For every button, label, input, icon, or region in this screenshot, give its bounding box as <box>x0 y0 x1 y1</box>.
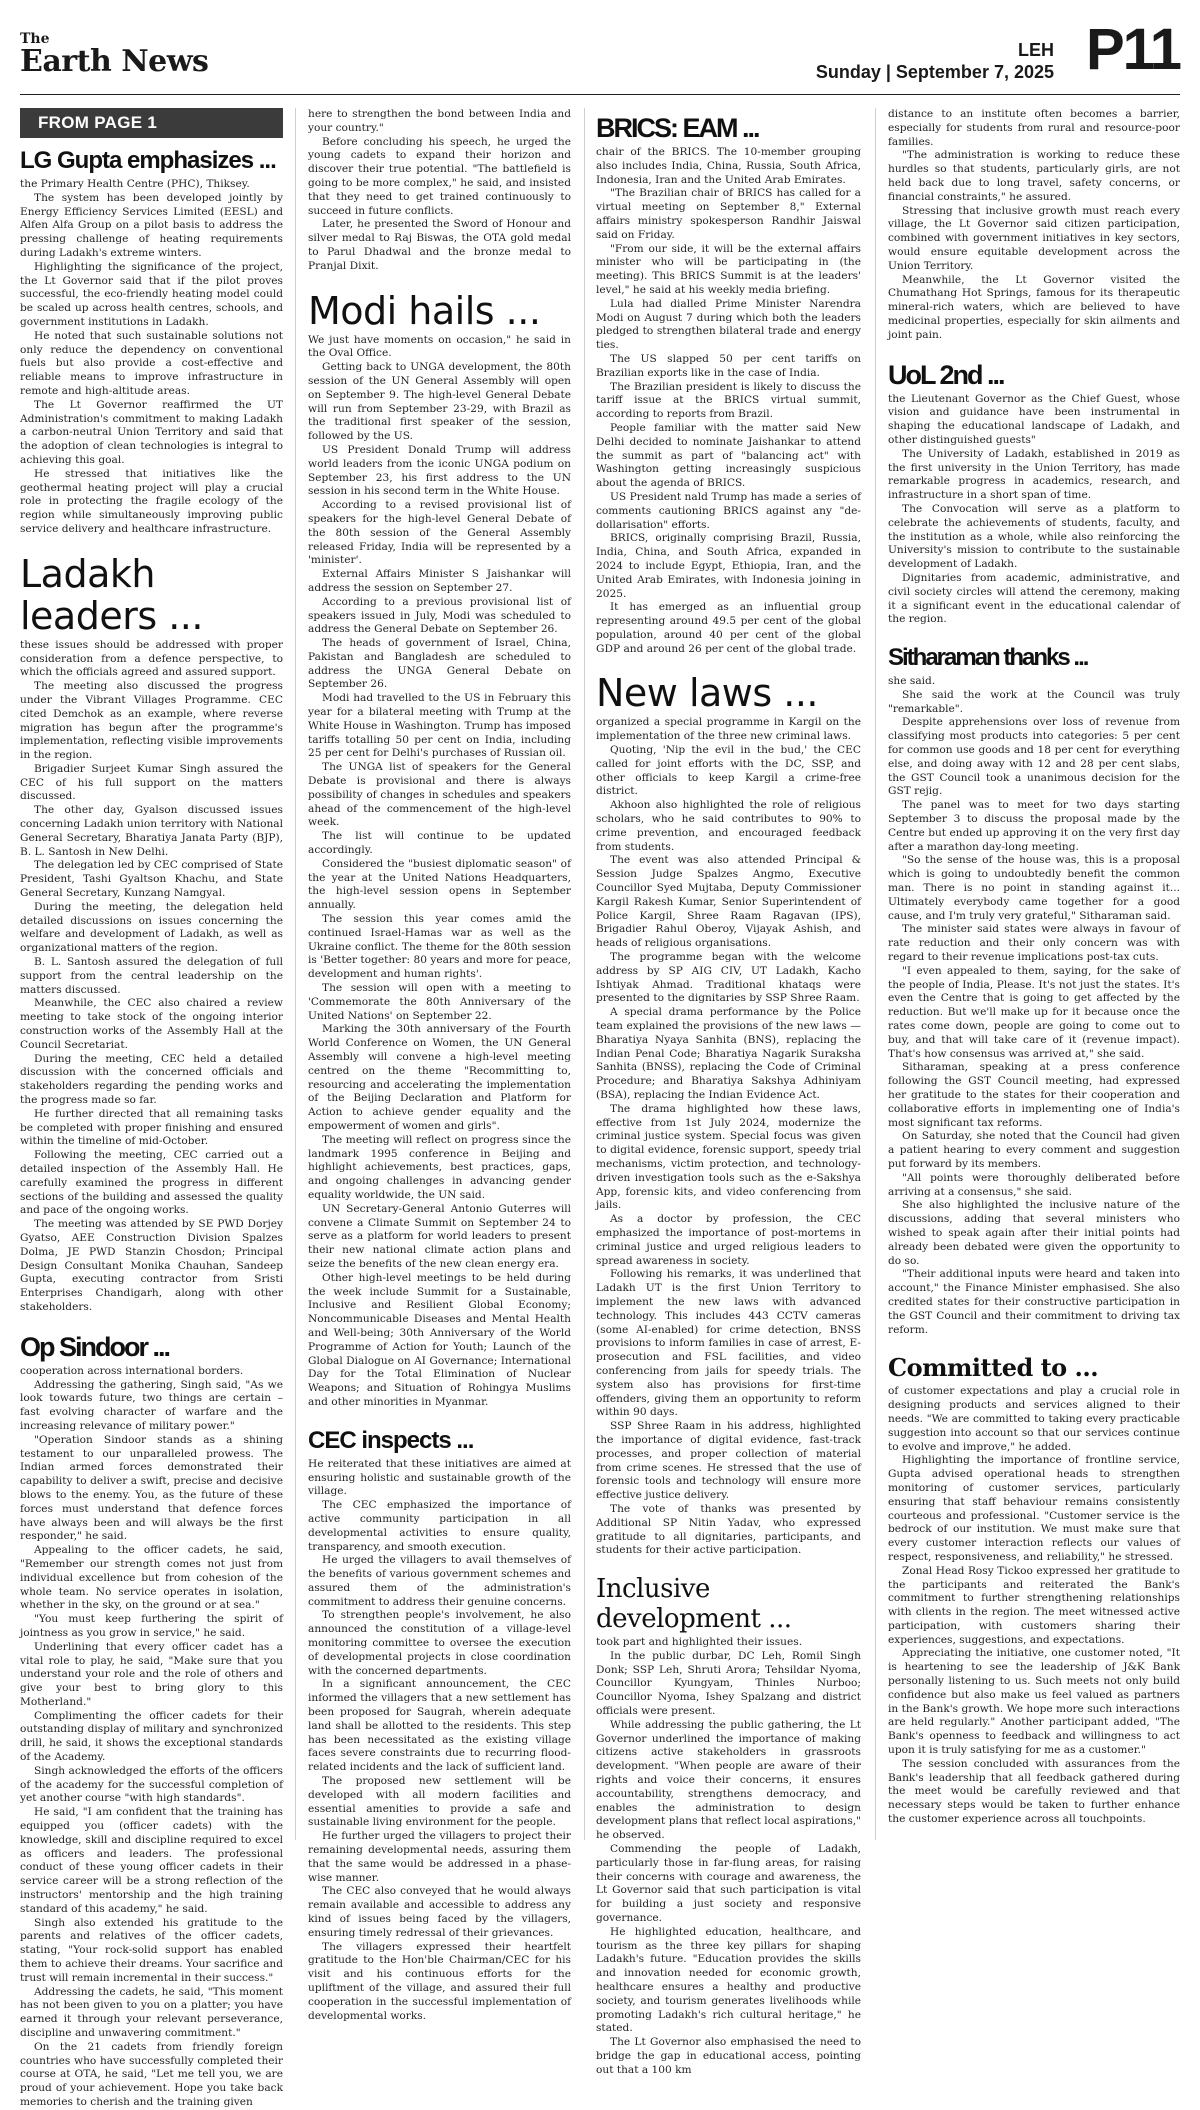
body-paragraph: The session concluded with assurances from the Bank's leadership that all feedback gathered during the meet would be carefully reviewed and that necessary steps would be taken to further enhance the customer experience across all touchpoints. <box>888 1757 1180 1826</box>
story-lg-gupta <box>20 146 283 537</box>
body-paragraph: Sitharaman, speaking at a press conference following the GST Council meeting, had expressed her gratitude to the states for their cooperation and collaborative efforts in implementing one of India's most significant tax reforms. <box>888 1061 1180 1129</box>
body-paragraph: The panel was to meet for two days starting September 3 to discuss the proposal made by the Centre but ended up approving it on the very first day after a marathon day-long meeting. <box>888 799 1180 853</box>
body-paragraph: Addressing the gathering, Singh said, "As we look towards future, two things are certain – fast evolving character of warfare and the increasing relevance of military power." <box>20 1378 283 1432</box>
story-op-sindoor <box>20 1331 283 2110</box>
body-paragraph: The Convocation will serve as a platform to celebrate the achievements of students, faculty, and the institution as a whole, while also reinforcing the University's mission to contribute to the sustainable development of Ladakh. <box>888 502 1180 571</box>
headline: Op Sindoor ... <box>20 1331 169 1362</box>
edition-date: Sunday | September 7, 2025 <box>815 62 1054 82</box>
body-paragraph: The University of Ladakh, established in 2019 as the first university in the Union Territory, has made remarkable progress in academics, research, and infrastructure in a short span of time. <box>888 447 1180 502</box>
body-paragraph: these issues should be addressed with proper consideration from a defence perspective, to which the officials agreed and assured support. <box>20 638 283 679</box>
body-paragraph: "The administration is working to reduce these hurdles so that students, particularly girls, are not held back due to long travel, safety concerns, or financial constraints," he assured. <box>888 149 1180 203</box>
page-number: P11 <box>1086 17 1180 82</box>
body-paragraph: The Brazilian president is likely to discuss the tariff issue at the BRICS virtual summit, according to reports from Brazil. <box>596 380 861 421</box>
body-paragraph: As a doctor by profession, the CEC emphasized the importance of post-mortems in criminal justice and urged religious leaders to spread awareness in society. <box>596 1213 861 1267</box>
body-paragraph: Brigadier Surjeet Kumar Singh assured the CEC of his full support on the matters discussed. <box>20 762 283 803</box>
body-paragraph: The session this year comes amid the continued Israel-Hamas war as well as the Ukraine conflict. The theme for the 80th session is 'Better together: 80 years and more for peace, development and human rights'. <box>308 913 571 981</box>
story-brics <box>596 112 861 656</box>
body-paragraph: The event was also attended Principal & Session Judge Spalzes Angmo, Executive Councillor Syed Mujtaba, Deputy Commissioner Kargil Rakesh Kumar, Senior Superintendent of Police Kargil, Shree Raam Ragavan (IPS), Brigadier Rahul Oberoy, Vijayak Ashish, and heads of religious organisations. <box>596 854 861 950</box>
masthead-rule <box>20 94 1180 95</box>
body-paragraph: While addressing the public gathering, the Lt Governor underlined the importance of making citizens active stakeholders in grassroots development. "When people are aware of their rights and voice their concerns, it ensures accountability, strengthens democracy, and enables the administration to design development plans that reflect local aspirations," he observed. <box>596 1718 861 1842</box>
body-paragraph: of customer expectations and play a crucial role in designing products and services aligned to their needs. "We are committed to taking every practicable suggestion into account so that our services continue to evolve and improve," he added. <box>888 1385 1180 1453</box>
body-paragraph: "I even appealed to them, saying, for the sake of the people of India, Please. It's not just the states. It's even the Centre that is going to get affected by the reduction. But we'll make up for it because once the rates come down, people are going to come out to buy, and that will take care of it (revenue impact). That's how consensus was arrived at," she said. <box>888 964 1180 1060</box>
body-paragraph: We just have moments on occasion," he said in the Oval Office. <box>308 333 571 360</box>
column-2 <box>308 108 571 2022</box>
story-op-sindoor-continued <box>308 108 571 274</box>
body-paragraph: She also highlighted the inclusive nature of the discussions, adding that several ministers who wished to speak again after their initial points had already been debated were given the opportunity to do so. <box>888 1199 1180 1267</box>
body-paragraph: The drama highlighted how these laws, effective from 1st July 2024, modernize the criminal justice system. Special focus was given to digital evidence, forensic support, speedy trial mechanisms, victim protection, and technology-driven investigation tools such as the e-Sakshya App, forensic kits, and video conferencing from jails. <box>596 1102 861 1212</box>
body-paragraph: cooperation across international borders. <box>20 1364 244 1377</box>
body-paragraph: The villagers expressed their heartfelt gratitude to the Hon'ble Chairman/CEC for his visit and his continuous efforts for the upliftment of the village, and assured their full cooperation in the successful implementation of developmental works. <box>308 1940 571 2022</box>
story-ladakh-leaders <box>20 553 283 1315</box>
body-paragraph: Underlining that every officer cadet has a vital role to play, he said, "Make sure that you understand your role and the role of others and give your best to bring glory to this Motherland." <box>20 1640 283 1708</box>
headline: UoL 2nd ... <box>888 359 1004 390</box>
body-paragraph: The Lt Governor reaffirmed the UT Administration's commitment to making Ladakh a carbon-neutral Union Territory and said that the adoption of clean technologies is integral to achieving this goal. <box>20 398 283 466</box>
body-paragraph: He further directed that all remaining tasks be completed with proper finishing and ensured within the timeline of mid-October. <box>20 1107 283 1148</box>
body-paragraph: He reiterated that these initiatives are aimed at ensuring holistic and sustainable growth of the village. <box>308 1457 571 1498</box>
body-paragraph: People familiar with the matter said New Delhi decided to nominate Jaishankar to attend the summit as part of "balancing act" with Washington getting increasingly suspicious about the agenda of BRICS. <box>596 421 861 490</box>
column-divider <box>584 108 585 1840</box>
column-divider <box>875 108 876 1840</box>
body-paragraph: According to a previous provisional list of speakers issued in July, Modi was scheduled to address the General Debate on September 26. <box>308 595 571 636</box>
body-paragraph: Commending the people of Ladakh, particularly those in far-flung areas, for raising their concerns with courage and awareness, the Lt Governor said that such participation is vital for building a just society and responsive governance. <box>596 1843 861 1925</box>
body-paragraph: took part and highlighted their issues. <box>596 1636 803 1649</box>
body-paragraph: Quoting, 'Nip the evil in the bud,' the CEC called for joint efforts with the DC, SSP, and other officials to keep Kargil a crime-free district. <box>596 744 861 798</box>
section-label: FROM PAGE 1 <box>20 108 283 138</box>
body-paragraph: A special drama performance by the Police team explained the provisions of the new laws — Bharatiya Nyaya Sanhita (BNS), replacing the Indian Penal Code; Bharatiya Nagarik Suraksha Sanhita (BNSS), replacing the Code of Criminal Procedure; and Bharatiya Sakshya Adhiniyam (BSA), replacing the Indian Evidence Act. <box>596 1006 861 1101</box>
body-paragraph: "Operation Sindoor stands as a shining testament to our unparalleled prowess. The Indian armed forces demonstrated their capability to deliver a swift, precise and decisive blows to the enemy. You, as the future of these forces must understand that defence forces have always been and will always be the first responder," he said. <box>20 1433 283 1543</box>
body-paragraph: organized a special programme in Kargil on the implementation of the three new criminal laws. <box>596 716 861 743</box>
body-paragraph: Following his remarks, it was underlined that Ladakh UT is the first Union Territory to implement the new laws with advanced technology. This includes 443 CCTV cameras (some AI-enabled) for crime detection, BNSS provisions to inform families in case of arrest, E-prosecution and FSL facilities, and video conferencing from jails for speedy trials. The system also has provisions for first-time offenders, giving them an opportunity to reform within 90 days. <box>596 1268 861 1419</box>
headline: Ladakh leaders ... <box>20 551 203 638</box>
body-paragraph: Lula had dialled Prime Minister Narendra Modi on August 7 during which both the leaders pledged to strengthen bilateral trade and energy ties. <box>596 297 861 352</box>
body-paragraph: The CEC also conveyed that he would always remain available and accessible to address any kind of issues being faced by the villagers, ensuring timely redressal of their grievances. <box>308 1885 571 1939</box>
body-paragraph: Later, he presented the Sword of Honour and silver medal to Raj Biswas, the OTA gold medal to Parul Dhadwal and the bronze medal to Pranjal Dixit. <box>308 218 571 272</box>
body-paragraph: BRICS, originally comprising Brazil, Russia, India, China, and South Africa, expanded in 2024 to include Egypt, Ethiopia, Iran, and the United Arab Emirates, with Indonesia joining in 2025. <box>596 532 861 600</box>
headline: Sitharaman thanks ... <box>888 644 1088 672</box>
body-paragraph: "From our side, it will be the external affairs minister who will be participating in (the meeting). This BRICS Summit is at the leaders' level," he said at his weekly media briefing. <box>596 242 861 296</box>
body-paragraph: Despite apprehensions over loss of revenue from classifying most products into categories: 5 per cent for common use goods and 18 per cent for everything else, and doing away with 12 and 28 per cent slabs, the GST Council took a unanimous decision for the GST rejig. <box>888 716 1180 798</box>
headline: CEC inspects ... <box>308 1426 474 1454</box>
body-paragraph: Akhoon also highlighted the role of religious scholars, who he said contributes to 90% to crime prevention, and encouraged feedback from students. <box>596 799 861 853</box>
edition-city: LEH <box>1018 40 1054 60</box>
body-paragraph: According to a revised provisional list of speakers for the high-level General Debate of the 80th session of the General Assembly released Friday, India will be represented by a 'minister'. <box>308 499 571 567</box>
body-paragraph: During the meeting, CEC held a detailed discussion with the concerned officials and stakeholders regarding the pending works and the progress made so far. <box>20 1052 283 1107</box>
body-paragraph: He further urged the villagers to project their remaining developmental needs, assuring them that the same would be addressed in a phase-wise manner. <box>308 1830 571 1884</box>
body-paragraph: Singh acknowledged the efforts of the officers of the academy for the successful completion of yet another course "with high standards". <box>20 1764 283 1805</box>
body-paragraph: The meeting will reflect on progress since the landmark 1995 conference in Beijing and highlight achievements, best practices, gaps, and ongoing challenges in advancing gender equality worldwide, the UN said. <box>308 1133 571 1201</box>
body-paragraph: US President nald Trump has made a series of comments cautioning BRICS against any "de-dollarisation" efforts. <box>596 490 861 531</box>
body-paragraph: He highlighted education, healthcare, and tourism as the three key pillars for shaping Ladakh's future. "Education provides the skills and innovation needed for economic growth, healthcare ensures a healthy and productive society, and tourism generates livelihoods while promoting Ladakh's rich cultural heritage," he stated. <box>596 1925 861 2035</box>
body-paragraph: Addressing the cadets, he said, "This moment has not been given to you on a platter; you have earned it through your relevant perseverance, discipline and unwavering commitment." <box>20 1985 283 2040</box>
body-paragraph: Appreciating the initiative, one customer noted, "It is heartening to see the leadership of J&K Bank personally listening to us. Such meets not only build confidence but also make us feel valued as partners in the Bank's growth. We hope more such interactions are held regularly." Another participant added, "The Bank's openness to feedback and willingness to act upon it is truly satisfying for me as a customer." <box>888 1647 1180 1757</box>
body-paragraph: US President Donald Trump will address world leaders from the iconic UNGA podium on September 23, his first address to the UN session in his second term in the White House. <box>308 443 571 498</box>
body-paragraph: The CEC emphasized the importance of active community participation in all developmental activities to ensure quality, transparency, and smooth execution. <box>308 1499 571 1553</box>
body-paragraph: Stressing that inclusive growth must reach every village, the Lt Governor said citizen participation, combined with government initiatives in key sectors, would ensure equitable development across the Union Territory. <box>888 204 1180 272</box>
body-paragraph: The delegation led by CEC comprised of State President, Tashi Gyaltson Khachu, and State General Secretary, Kunzang Namgyal. <box>20 859 283 900</box>
body-paragraph: The programme began with the welcome address by SP AIG CIV, UT Ladakh, Kacho Ishtiyak Ahmad. Traditional khataqs were presented to the dignitaries by SSP Shree Raam. <box>596 951 861 1005</box>
body-paragraph: In the public durbar, DC Leh, Romil Singh Donk; SSP Leh, Shruti Arora; Tehsildar Nyoma, Councillor Kyungyam, Thinles Nurboo; Councillor Nyoma, Ishey Spalzang and district officials were present. <box>596 1649 861 1718</box>
body-paragraph: here to strengthen the bond between India and your country." <box>308 108 571 134</box>
body-paragraph: Highlighting the importance of frontline service, Gupta advised operational heads to strengthen monitoring of customer services, particularly ensuring that staff behaviour remains consistently courteous and professional. "Customer service is the bedrock of our institution. We must make sure that every customer interaction reflects our values of respect, responsiveness, and reliability," he stressed. <box>888 1454 1180 1563</box>
body-paragraph: In a significant announcement, the CEC informed the villagers that a new settlement has been proposed for Saugrah, wherein adequate land shall be allotted to the residents. This step has been necessitated as the existing village faces severe constraints due to recurring flood-related incidents and the lack of sufficient land. <box>308 1678 571 1774</box>
body-paragraph: Complimenting the officer cadets for their outstanding display of military and synchronized drill, he said, it shows the exceptional standards of the Academy. <box>20 1709 283 1764</box>
body-paragraph: The US slapped 50 per cent tariffs on Brazilian exports like in the case of India. <box>596 352 861 379</box>
body-paragraph: Getting back to UNGA development, the 80th session of the UN General Assembly will open on September 9. The high-level General Debate will run from September 23-29, with Brazil as the traditional first speaker of the session, followed by the US. <box>308 361 571 443</box>
body-paragraph: "Their additional inputs were heard and taken into account," the Finance Minister emphasised. She also credited states for their constructive participation in the GST Council and their commitment to driving tax reform. <box>888 1268 1180 1336</box>
column-4 <box>888 108 1180 1840</box>
headline: BRICS: EAM ... <box>596 113 759 143</box>
body-paragraph: It has emerged as an influential group representing around 49.5 per cent of the global population, around 40 per cent of the global GDP and around 26 per cent of the global trade. <box>596 601 861 655</box>
body-paragraph: Modi had travelled to the US in February this year for a bilateral meeting with Trump at the White House in Washington. Trump has imposed tariffs totalling 50 per cent on India, including 25 per cent for Delhi's purchases of Russian oil. <box>308 692 571 760</box>
body-paragraph: He urged the villagers to avail themselves of the benefits of various government schemes and assured them of the administration's commitment to address their genuine concerns. <box>308 1554 571 1608</box>
body-paragraph: The vote of thanks was presented by Additional SP Nitin Yadav, who expressed gratitude to all dignitaries, participants, and students for their active participation. <box>596 1502 861 1557</box>
body-paragraph: UN Secretary-General Antonio Guterres will convene a Climate Summit on September 24 to serve as a platform for world leaders to present their new national climate action plans and seize the benefits of the new clean energy era. <box>308 1202 571 1270</box>
story-cec-inspects <box>308 1426 571 2024</box>
body-paragraph: "All points were thoroughly deliberated before arriving at a consensus," she said. <box>888 1171 1180 1198</box>
story-inclusive-development <box>596 1574 861 2078</box>
body-paragraph: The system has been developed jointly by Energy Efficiency Services Limited (EESL) and Alfen Alfa Group on a pilot basis to address the pressing challenge of heating requirements during Ladakh's extreme winters. <box>20 191 283 259</box>
story-uol-2nd <box>888 359 1180 628</box>
body-paragraph: Following the meeting, CEC carried out a detailed inspection of the Assembly Hall. He carefully examined the progress in different sections of the building and assessed the quality and pace of the ongoing works. <box>20 1149 283 1217</box>
headline: Modi hails ... <box>308 288 541 333</box>
body-paragraph: Zonal Head Rosy Tickoo expressed her gratitude to the participants and reiterated the Bank's commitment to further strengthening relationships with clients in the region. The meet witnessed active participation, with customers sharing their experiences, suggestions, and expectations. <box>888 1564 1180 1646</box>
body-paragraph: B. L. Santosh assured the delegation of full support from the central leadership on the matters discussed. <box>20 956 283 996</box>
column-1 <box>20 108 283 2108</box>
body-paragraph: Considered the "busiest diplomatic season" of the year at the United Nations Headquarters, the high-level session opens in September annually. <box>308 857 571 912</box>
body-paragraph: Highlighting the significance of the project, the Lt Governor said that if the pilot proves successful, the eco-friendly heating model could be scaled up across health centres, schools, and government institutions in Ladakh. <box>20 260 283 328</box>
headline: LG Gupta emphasizes ... <box>20 147 276 174</box>
story-modi-hails <box>308 290 571 1410</box>
body-paragraph: The session will open with a meeting to 'Commemorate the 80th Anniversary of the United Nations' on September 22. <box>308 982 571 1022</box>
body-paragraph: "The Brazilian chair of BRICS has called for a virtual meeting on September 8," External affairs ministry spokesperson Randhir Jaiswal said on Friday. <box>596 187 861 241</box>
story-inclusive-continued <box>888 108 1180 343</box>
body-paragraph: He stressed that initiatives like the geothermal heating project will play a crucial role in protecting the fragile ecology of the region while simultaneously improving public service delivery and healthcare infrastructure. <box>20 467 283 535</box>
body-paragraph: Before concluding his speech, he urged the young cadets to expand their horizon and discover their true potential. "The battlefield is going to be more complex," he said, and insisted that they need to get trained continuously to succeed in future conflicts. <box>308 135 571 217</box>
body-paragraph: The meeting also discussed the progress under the Vibrant Villages Programme. CEC cited Demchok as an example, where reverse migration has begun after the programme's implementation, reflecting visible improvements in the region. <box>20 680 283 762</box>
body-paragraph: chair of the BRICS. The 10-member grouping also includes India, China, Russia, South Africa, Indonesia, Iran and the United Arab Emirates. <box>596 146 861 186</box>
body-paragraph: During the meeting, the delegation held detailed discussions on issues concerning the welfare and development of Ladakh, as well as organizational matters of the region. <box>20 900 283 955</box>
story-sitharaman-thanks <box>888 643 1180 1337</box>
headline: Inclusive development ... <box>596 1574 792 1635</box>
body-paragraph: Appealing to the officer cadets, he said, "Remember our strength comes not just from individual excellence but from cohesion of the whole team. No service operates in isolation, whether in the sky, on the ground or at sea." <box>20 1544 283 1612</box>
story-new-laws <box>596 672 861 1558</box>
body-paragraph: The UNGA list of speakers for the General Debate is provisional and there is always possibility of changes in schedules and speakers ahead of the commencement of the high-level week. <box>308 761 571 829</box>
body-paragraph: the Primary Health Centre (PHC), Thiksey. <box>20 178 250 190</box>
body-paragraph: To strengthen people's involvement, he also announced the constitution of a village-level monitoring committee to oversee the execution of developmental projects in close coordination with the concerned departments. <box>308 1609 571 1677</box>
body-paragraph: The list will continue to be updated accordingly. <box>308 830 571 857</box>
body-paragraph: On Saturday, she noted that the Council had given a patient hearing to every comment and suggestion put forward by its members. <box>888 1130 1180 1170</box>
body-paragraph: The Lt Governor also emphasised the need to bridge the gap in educational access, pointing out that a 100 km <box>596 2036 861 2076</box>
body-paragraph: The minister said states were always in favour of rate reduction and their only concern was with regard to their revenue implications post-tax cuts. <box>888 923 1180 964</box>
body-paragraph: Dignitaries from academic, administrative, and civil society circles will attend the ceremony, making it a significant event in the educational calendar of the region. <box>888 571 1180 626</box>
masthead <box>0 0 1200 96</box>
masthead-the: The <box>20 31 50 47</box>
body-paragraph: SSP Shree Raam in his address, highlighted the importance of digital evidence, fast-track processes, and proper collection of material from crime scenes. He stressed that the use of forensic tools and technology will ensure more effective justice delivery. <box>596 1420 861 1502</box>
body-paragraph: The other day, Gyalson discussed issues concerning Ladakh union territory with National General Secretary, Bharatiya Janata Party (BJP), B. L. Santosh in New Delhi. <box>20 804 283 858</box>
body-paragraph: She said the work at the Council was truly "remarkable". <box>888 688 1180 715</box>
body-paragraph: "You must keep furthering the spirit of jointness as you grow in service," he said. <box>20 1613 283 1639</box>
body-paragraph: Singh also extended his gratitude to the parents and relatives of the officer cadets, stating, "Your rock-solid support has enabled them to achieve their dreams. Your sacrifice and trust will remain incremental in their success." <box>20 1916 283 1984</box>
body-paragraph: On the 21 cadets from friendly foreign countries who have successfully completed their course at OTA, he said, "Let me tell you, we are proud of your achievement. Hope you take back memories to cherish and the training given <box>20 2040 283 2108</box>
body-paragraph: Marking the 30th anniversary of the Fourth World Conference on Women, the UN General Assembly will convene a high-level meeting centred on the theme "Recommitting to, resourcing and accelerating the implementation of the Beijing Declaration and Platform for Action to achieve gender equality and the empowerment of women and girls". <box>308 1023 571 1132</box>
headline: Committed to ... <box>888 1353 1099 1383</box>
body-paragraph: The heads of government of Israel, China, Pakistan and Bangladesh are scheduled to address the UNGA General Debate on September 26. <box>308 637 571 691</box>
body-paragraph: Other high-level meetings to be held during the week include Summit for a Sustainable, Inclusive and Resilient Global Economy; Noncommunicable Diseases and Mental Health and Well-being; 30th Anniversary of the World Programme of Action for Youth; Launch of the Global Dialogue on AI Governance; International Day for the Total Elimination of Nuclear Weapons; and Situation of Rohingya Muslims and other minorities in Myanmar. <box>308 1271 571 1408</box>
column-3 <box>596 108 861 2076</box>
body-paragraph: the Lieutenant Governor as the Chief Guest, whose vision and guidance have been instrumental in shaping the educational landscape of Ladakh, and other distinguished guests" <box>888 392 1180 446</box>
body-paragraph: He said, "I am confident that the training has equipped you (officer cadets) with the knowledge, skill and discipline required to excel as officers and leaders. The professional conduct of these young officer cadets in their service career will be a strong reflection of the instructors' mentorship and the high training standard of this academy," he said. <box>20 1806 283 1915</box>
column-divider <box>295 108 296 1840</box>
body-paragraph: distance to an institute often becomes a barrier, especially for students from rural and resource-poor families. <box>888 108 1180 148</box>
body-paragraph: External Affairs Minister S Jaishankar will address the session on September 27. <box>308 568 571 594</box>
headline: New laws ... <box>596 671 818 716</box>
body-paragraph: she said. <box>888 675 936 688</box>
body-paragraph: "So the sense of the house was, this is a proposal which is going to undoubtedly benefit the common man. There is no point in standing against it... Ultimately everybody came together for a good cause, and I'm truly very grateful," Sitharaman said. <box>888 854 1180 922</box>
newspaper-name: Earth News <box>20 44 209 79</box>
body-paragraph: The proposed new settlement will be developed with all modern facilities and essential amenities to provide a safe and sustainable living environment for the people. <box>308 1775 571 1829</box>
story-committed-to <box>888 1353 1180 1827</box>
body-paragraph: Meanwhile, the CEC also chaired a review meeting to take stock of the ongoing interior construction works of the Assembly Hall at the Council Secretariat. <box>20 997 283 1051</box>
body-paragraph: The meeting was attended by SE PWD Dorjey Gyatso, AEE Construction Division Spalzes Dolma, JE PWD Stanzin Chosdon; Principal Design Consultant Monika Chauhan, Sandeep Gupta, executing contractor from Sristi Enterprises Chandigarh, along with other stakeholders. <box>20 1218 283 1313</box>
body-paragraph: Meanwhile, the Lt Governor visited the Chumathang Hot Springs, famous for its therapeutic mineral-rich waters, which are believed to have medicinal properties, especially for skin ailments and joint pain. <box>888 273 1180 341</box>
body-paragraph: He noted that such sustainable solutions not only reduce the dependency on conventional fuels but also provide a cost-effective and reliable means to improve infrastructure in remote and high-altitude areas. <box>20 329 283 397</box>
